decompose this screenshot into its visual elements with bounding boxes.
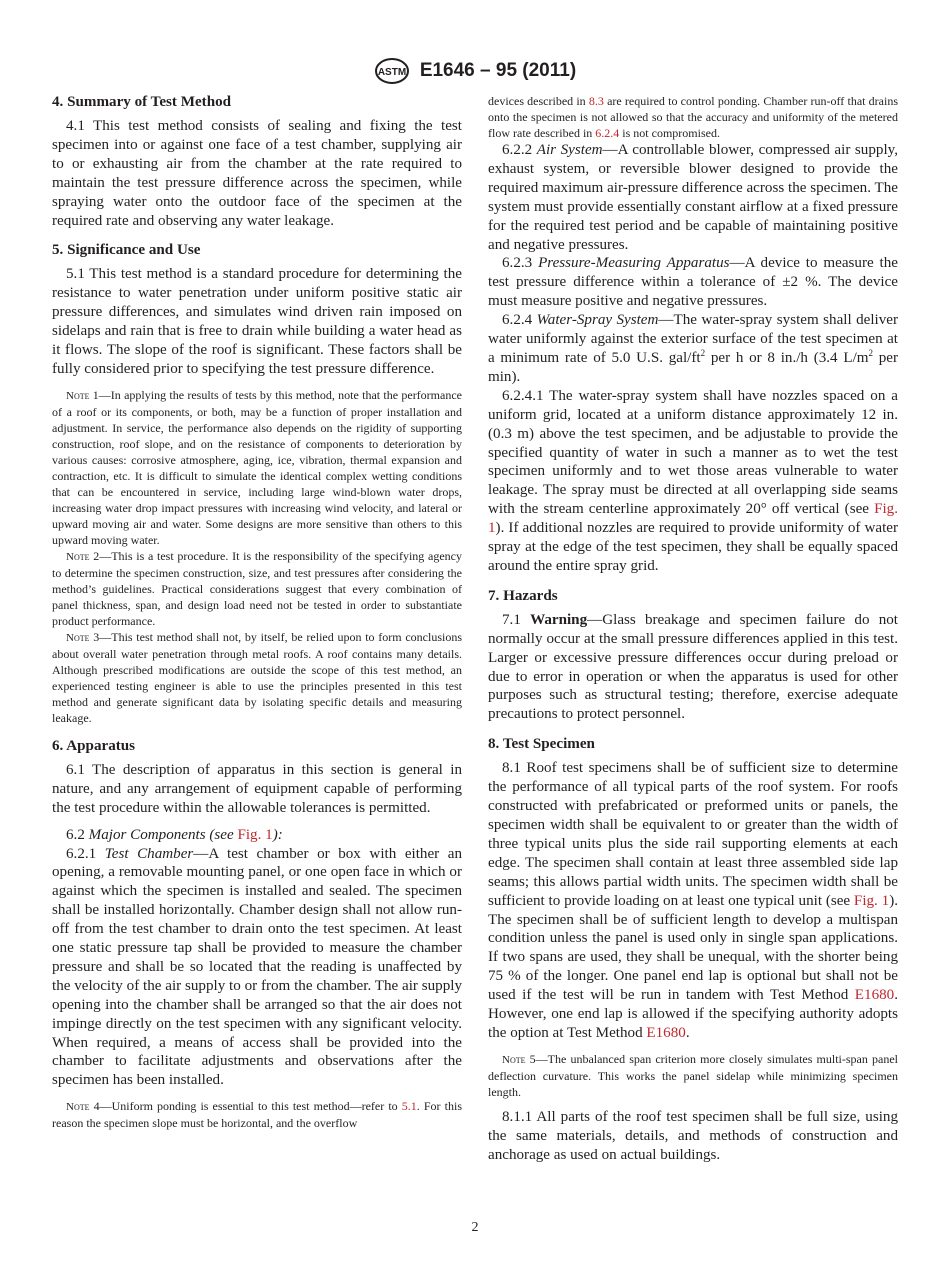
text-segment: . However, one end lap is allowed if the specifying authority adopts the option at Test Method xyxy=(488,987,898,1041)
text-segment: —A device to measure the test pressure difference within a tolerance of ±2 %. The device must measure positive and negative pressures. xyxy=(488,255,899,310)
cross-reference-link[interactable]: 8.3 xyxy=(588,94,604,108)
text-segment: 4.1 This test method consists of sealing and fixing the test specimen into or against one face of a test chamber, supplying air to or exhausting air from the chamber at the rate required to maintain the test pressure difference across the specimen, while spraying water onto the outdoor face of the specimen at the required rate and observing any water leakage. xyxy=(52,118,462,229)
text-segment: is not compromised. xyxy=(619,126,720,140)
text-segment: Warning xyxy=(530,611,588,628)
text-segment: per min). xyxy=(488,349,899,385)
text-segment: 7.1 xyxy=(502,611,531,628)
cross-reference-link[interactable]: 5.1 xyxy=(401,1099,417,1114)
text-segment: ): xyxy=(272,826,283,843)
text-segment: 8. Test Specimen xyxy=(488,736,595,753)
cross-reference-link[interactable]: E1680 xyxy=(854,987,895,1004)
note-label: Note xyxy=(66,1101,90,1114)
text-segment: 6.2.4.1 The water-spray system shall have nozzles spaced on a uniform grid, located at a uniform distance approximately 12 in. (0.3 m) above the test specimen, and be adjustable to provide the specified quantity of water in such a manner as to wet the test specimen uniformly and to wet those areas vulnerable to water leakage. The spray must be directed at all overlapping side seams with the stream centerline approximately 20° off vertical (see xyxy=(488,387,898,518)
spacer xyxy=(52,1090,462,1098)
text-segment: 6.2.3 xyxy=(502,255,539,272)
paragraph xyxy=(52,117,462,230)
text-segment: Air System xyxy=(536,142,603,158)
section-heading xyxy=(52,241,462,260)
page-number: 2 xyxy=(471,1220,479,1235)
paragraph xyxy=(488,141,898,254)
text-segment: . xyxy=(685,1024,690,1041)
text-segment: 6.2.2 xyxy=(502,142,537,158)
text-segment: Test Chamber xyxy=(104,845,194,862)
cross-reference-link[interactable]: Fig. 1 xyxy=(853,892,890,909)
right-column xyxy=(488,93,898,1165)
section-heading xyxy=(52,93,462,112)
paragraph xyxy=(488,611,898,724)
paragraph xyxy=(52,845,462,1091)
text-segment: 6.2 xyxy=(66,826,89,843)
text-segment: 6. Apparatus xyxy=(52,737,136,754)
paragraph xyxy=(52,265,462,378)
note-paragraph xyxy=(52,548,462,629)
text-segment: —The water-spray system shall deliver water uniformly against the exterior surface of the test specimen at a minimum rate of 5.0 U.S. gal/ft xyxy=(488,312,898,366)
text-segment: 2—This is a test procedure. It is the responsibility of the specifying agency to determine the specimen construction, size, and test pressures after considering the method’s guidelines. Practical considerations suggest that every combination of panel thickness, span, and design load need not be tested in order to substantiate product performance. xyxy=(52,548,462,628)
note-paragraph xyxy=(488,93,898,141)
text-segment: per h or 8 in./h (3.4 L/m xyxy=(705,349,869,366)
cross-reference-link[interactable]: Fig. 1 xyxy=(237,826,273,843)
text-segment: Water-Spray System xyxy=(536,312,659,329)
text-segment: ). If additional nozzles are required to provide uniformity of water spray at the edge of the test specimen, they shall be equally spaced around the entire spray grid. xyxy=(488,520,898,574)
text-segment: —A test chamber or box with either an opening, a removable mounting panel, or one open face in which or against which the specimen is installed and sealed. The specimen shall be installed horizontally. Chamber design shall not allow run-off from the test chamber to drain onto the test specimen. At least one static pressure tap shall be provided to measure the chamber pressure and shall be so located that the reading is unaffected by the velocity of the air supply to or from the chamber. The air supply opening into the chamber shall be arranged so that the air does not impinge directly on the test specimen with any significant velocity. When required, a means of access shall be provided into the chamber to facilitate adjustments and observations after the specimen has been installed. xyxy=(52,845,462,1089)
text-segment: 8.1.1 All parts of the roof test specimen shall be full size, using the same materials, details, and methods of construction and anchorage as used on actual buildings. xyxy=(488,1108,898,1163)
spacer xyxy=(52,818,462,826)
document-id: E1646 – 95 (2011) xyxy=(419,60,577,81)
paragraph xyxy=(488,311,898,387)
text-segment: 8.1 Roof test specimens shall be of sufficient size to determine the performance of all typical parts of the roof system. For roofs constructed with prefabricated or preformed units or panels, the specimen width shall be equivalent to or greater than the width of three typical units plus the side rail supporting elements at each edge. The specimen shall contain at least three assembled side lap seams; this allows partial width units. The specimen width shall be sufficient to provide loading on at least one typical unit (see xyxy=(488,760,898,909)
text-segment: 5. Significance and Use xyxy=(52,242,201,259)
text-segment: 5.1 This test method is a standard procedure for determining the resistance to water penetration under uniform positive static air pressure differences, and simulates wind driven rain imposed on sidelaps and rain that is free to drain while building a water head as it flows. The slope of the roof is significant. These factors shall be fully considered prior to specifying the test pressure difference. xyxy=(52,266,462,377)
note-paragraph xyxy=(52,629,462,726)
spacer xyxy=(52,379,462,387)
paragraph xyxy=(488,1108,898,1165)
note-label: Note xyxy=(66,550,90,563)
text-segment: Pressure-Measuring Apparatus xyxy=(538,255,730,272)
paragraph xyxy=(488,254,898,311)
spacer xyxy=(488,1043,898,1051)
text-segment: 6.1 The description of apparatus in this section is general in nature, and any arrangement of equipment capable of performing the test procedure within the allowable tolerances is permitted. xyxy=(52,761,462,816)
text-segment: —Glass breakage and specimen failure do not normally occur at the small pressure differences applied in this test. Larger or excessive pressure differences occur during preload or due to error in operation or when the apparatus is used for other purposes such as structural testing; therefore, exercise adequate precautions to protect personnel. xyxy=(488,611,898,723)
left-column xyxy=(52,93,462,1131)
section-heading xyxy=(52,737,462,756)
note-label: Note xyxy=(502,1053,526,1066)
text-segment: 7. Hazards xyxy=(488,587,558,604)
cross-reference-link[interactable]: E1680 xyxy=(646,1024,686,1041)
astm-logo-icon xyxy=(374,57,410,85)
spacer xyxy=(488,1100,898,1108)
svg-text:ASTM: ASTM xyxy=(377,67,406,78)
text-segment: 1—In applying the results of tests by this method, note that the performance of a roof or its components, or both, may be a function of proper installation and adjustment. In service, the performance also depends on the rigidity of supporting construction, roof slope, and on the resistance of components to deterioration by various causes: corrosive atmosphere, aging, ice, vibration, thermal expansion and contraction, etc. It is difficult to simulate the identical complex wetting conditions that can be encountered in service, including large wind-blown water drops, increasing water drop impact pressures with increasing wind velocity, and lateral or upward moving air and water. Some designs are more sensitive than others to this upward moving water. xyxy=(52,387,462,547)
text-segment: 3—This test method shall not, by itself, be relied upon to form conclusions about overall water penetration through metal roofs. A roof contains many details. Although prescribed modifications are outside the scope of this test method, an experienced testing engineer is able to use the principles presented in this test method and generate significant data by isolating specific details and measuring leakage. xyxy=(52,629,462,725)
note-label: Note xyxy=(66,389,90,402)
text-segment: 4. Summary of Test Method xyxy=(52,94,232,110)
page-header xyxy=(0,57,950,85)
section-heading xyxy=(488,587,898,606)
text-segment: 2 xyxy=(700,347,706,358)
text-segment: ). The specimen shall be of sufficient length to develop a multispan condition unless the panel is used only in single span applications. If two spans are used, they shall be unequal, with the shorter being 75 % of the longer. One panel end lap is optional but shall not be used if the test will be run in tandem with Test Method xyxy=(488,892,898,1004)
paragraph xyxy=(52,826,462,845)
text-segment: are required to control ponding. Chamber run-off that drains onto the specimen is not allowed so that the accuracy and uniformity of the metered flow rate described in xyxy=(488,94,899,140)
cross-reference-link[interactable]: 6.2.4 xyxy=(595,126,620,140)
note-paragraph xyxy=(52,1098,462,1131)
section-heading xyxy=(488,735,898,754)
text-segment: 5—The unbalanced span criterion more closely simulates multi-span panel deflection curvature. This works the panel sidelap while minimizing specimen length. xyxy=(488,1051,898,1099)
note-label: Note xyxy=(66,631,90,644)
paragraph xyxy=(488,759,898,1043)
text-segment: devices described in xyxy=(488,94,589,108)
text-segment: Major Components (see xyxy=(88,826,238,843)
text-segment: 2 xyxy=(868,347,873,358)
text-segment: 6.2.1 xyxy=(66,845,105,862)
text-segment: . For this reason the specimen slope must be horizontal, and the overflow xyxy=(52,1099,462,1131)
note-paragraph xyxy=(52,387,462,548)
paragraph xyxy=(52,761,462,818)
text-segment: 6.2.4 xyxy=(502,312,537,329)
text-segment: 4—Uniform ponding is essential to this test method—refer to xyxy=(89,1099,402,1114)
text-segment: —A controllable blower, compressed air supply, exhaust system, or reversible blower designed to provide the required maximum air-pressure difference across the specimen. The system must provide essentially constant airflow at a fixed pressure for the required test period and be capable of maintaining positive and negative pressures. xyxy=(488,142,898,253)
paragraph xyxy=(488,387,898,576)
cross-reference-link[interactable]: Fig. 1 xyxy=(488,501,898,537)
note-paragraph xyxy=(488,1051,898,1100)
